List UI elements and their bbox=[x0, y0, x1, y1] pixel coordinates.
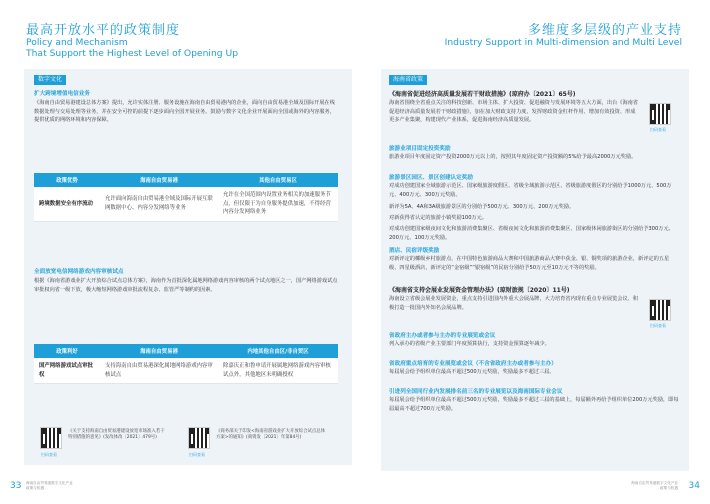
item-text: 对新评定的椰级乡村旅游点，在中国特色旅游商品大赛和中国旅游商品大赛中获金、银、铜奖项的旅游企业，新评定的五星级、四星级酒店，新评定的“金宿级”“银宿级”的民宿分别给予50万元至10万元不等的奖励。 bbox=[389, 256, 670, 271]
left-title-zh: 最高开放水平的政策制度 bbox=[26, 23, 181, 38]
subsection-heading-games: 全面放宽电信网络游戏内容审核试点 bbox=[34, 269, 124, 275]
qr-reference-text: 《商务部关于印发<海南省游戏业扩大开放综合试点总体方案>的通知》(商资发〔2021〕年第84号) bbox=[216, 429, 326, 441]
item-heading: 旅游业项目固定投资奖励 bbox=[389, 146, 451, 152]
item-text: 新评为5A、4A和3A级旅游景区的分别给予500万元、300万元、200万元奖励。 bbox=[389, 204, 575, 210]
doc-intro-exhibition-fund: 海南设立省级会展业发展资金，重点支持引进国内外重大会展品牌，大力培育省内现有重点专业展览会议、积极打造一批国内外知名会展品牌。 bbox=[389, 296, 639, 311]
right-page bbox=[355, 0, 710, 504]
table-header-cell: 政策利好 bbox=[34, 344, 100, 358]
policy-comparison-table-1 bbox=[34, 173, 338, 222]
subsection-heading-telecom: 扩大跨境增值电信业务 bbox=[34, 91, 90, 97]
page-number: 34 bbox=[688, 481, 700, 491]
right-title-zh: 多维度多层级的产业支持 bbox=[527, 23, 682, 38]
table-header-cell: 海南自由贸易港 bbox=[100, 344, 218, 358]
section-tag-hainan-policy: 海南省政策 bbox=[389, 75, 427, 85]
item-heading: 引进列全国同行业内发展排名前三名的专业展览以及海南国际专业会议 bbox=[389, 389, 563, 395]
table-cell: 除嘉庆正和鲁申请开展属地网络游戏内容审核试点外，其他地区未明确授权 bbox=[218, 358, 338, 384]
qr-caption: 扫码查看 bbox=[650, 127, 666, 132]
item-heading: 旅游景区园区、景区创建认定奖励 bbox=[389, 175, 473, 181]
table-cell: 允许在全国范围内设置业务相关的加速服务节点，但仅限于为自身服务提供加速，不得经营内容分发网络业务 bbox=[218, 187, 338, 221]
doc-heading-exhibition-fund: 《海南省支持会展业发展资金管理办法》(琼财旅规〔2020〕11号) bbox=[389, 287, 570, 294]
subsection-text-telecom: 《海南自由贸易港建设总体方案》提出，允许实体注册、服务设施在海南自由贸易港内的企业，面向自由贸易港全域及国际开展在线数据处理与交易处理等业务，并在安全可控的前提下逐步面向全国开展业务。鼓励与数字文化企业开展面向全国或海外的内容服务，提供优质的网络环境和内容保障。 bbox=[34, 100, 335, 124]
footer-text: 海南自由贸易港数字文化产业 政策与机遇 bbox=[26, 481, 73, 490]
table-row bbox=[34, 358, 338, 384]
table-header-cell: 政策优势 bbox=[34, 173, 100, 187]
qr-reference-text: 《关于支持海南自由贸易港建设放宽市场准入若干特别措施的意见》(发改体改〔2021〕479号) bbox=[68, 429, 165, 441]
right-content-panel bbox=[381, 69, 689, 471]
item-text: 每届展会给予组织单位最高不超过500万元奖励，奖励最多不超过三届的基础上，每届额外再给予组织单位200万元奖励，即每届最高不超过700万元奖励。 bbox=[389, 397, 679, 412]
qr-code-icon[interactable] bbox=[188, 427, 210, 449]
subsection-text-games: 根据《海南省游戏业扩大开放综合试点总体方案》，海南作为首批深化属地网络游戏内容审核的两个试点地区之一，国产网络游戏试点审批权向省一级下放，极大缩短网络游戏审批流程复杂、监管严等制约的因素。 bbox=[34, 278, 338, 293]
table-cell: 支持海南自由贸易港深化属地网络游戏内容审核试点 bbox=[100, 358, 218, 384]
table-cell: 允许面向海南自由贸易港全域及国际开展互联网数据中心、内容分发网络等业务 bbox=[100, 187, 218, 221]
table-header-row bbox=[34, 173, 338, 187]
qr-caption: 扫码查看 bbox=[189, 452, 205, 457]
item-heading: 省政府重点培育的专业展览或会议（不含省政府主办或者参与主办） bbox=[389, 361, 557, 367]
policy-comparison-table-2 bbox=[34, 344, 338, 384]
item-text: 列入承办的省级产业主要部门年度预算执行，支持资金预算逐年减少。 bbox=[389, 341, 550, 347]
qr-caption: 扫码查看 bbox=[41, 452, 57, 457]
left-title-en-line1: Policy and Mechanism bbox=[26, 37, 128, 48]
right-title-en: Industry Support in Multi-dimension and Multi Level bbox=[444, 37, 682, 48]
item-text: 对成功创建国家全域旅游示范区、国家级旅游度假区、省级全域旅游示范区、省级旅游度假区的分别给予1000万元、500万元、400万元、300万元奖励。 bbox=[389, 183, 672, 198]
table-row bbox=[34, 187, 338, 221]
section-tag-digital-culture: 数字文化 bbox=[34, 75, 66, 85]
item-text: 对新获得省认定的旅游小镇奖励100万元。 bbox=[389, 215, 488, 221]
qr-caption: 扫码查看 bbox=[650, 323, 666, 328]
qr-code-icon[interactable] bbox=[649, 103, 671, 125]
doc-heading-fiscal-measures: 《海南省促进经济高质量发展若干财政措施》(琼府办〔2021〕65号) bbox=[389, 91, 576, 98]
qr-code-icon[interactable] bbox=[649, 299, 671, 321]
table-row-label: 跨境数据安全有序流动 bbox=[34, 187, 100, 221]
table-header-cell: 海南自由贸易港 bbox=[100, 173, 218, 187]
item-text: 对成功创建国家级夜间文化和旅游消费集聚区、省级夜间文化和旅游消费集聚区、国家级休闲旅游街区的分别给予300万元、200万元、100万元奖励。 bbox=[389, 226, 674, 241]
doc-intro-fiscal-measures: 海南省围绕全省重点关注的科技创新、市场主体、扩大投资、促进融资与发展环境等五大方面，出台《海南省促进经济高质量发展若干财政措施》，加在加大财政支持力度、发挥财政资金杠杆作用、增加有效投资、形成更多产业集聚，构建现代产业体系，促进海南经济高质量发展。 bbox=[389, 100, 639, 124]
item-heading: 酒店、民宿评级奖励 bbox=[389, 248, 440, 254]
item-heading: 省政府主办或者参与主办的专业展览或会议 bbox=[389, 333, 496, 339]
table-header-row bbox=[34, 344, 338, 358]
page-number: 33 bbox=[10, 481, 22, 491]
item-text: 每届展会给予组织单位最高不超过500万元奖励，奖励最多不超过三届。 bbox=[389, 369, 555, 375]
table-header-cell: 其他自由贸易区 bbox=[218, 173, 338, 187]
table-header-cell: 内地其他自由区/非自贸区 bbox=[218, 344, 338, 358]
table-row-label: 国产网络游戏试点审批权 bbox=[34, 358, 100, 384]
left-content-panel bbox=[24, 69, 352, 465]
footer-text: 海南自由贸易港数字文化产业 政策与机遇 bbox=[631, 481, 678, 490]
left-title-en-line2: That Support the Highest Level of Opening Up bbox=[26, 48, 239, 59]
item-text: 旅游业项目年度固定资产投资2000万元以上的，按照其年度固定资产投资额的5%给予最高2000万元奖励。 bbox=[389, 154, 637, 160]
qr-code-icon[interactable] bbox=[40, 427, 62, 449]
